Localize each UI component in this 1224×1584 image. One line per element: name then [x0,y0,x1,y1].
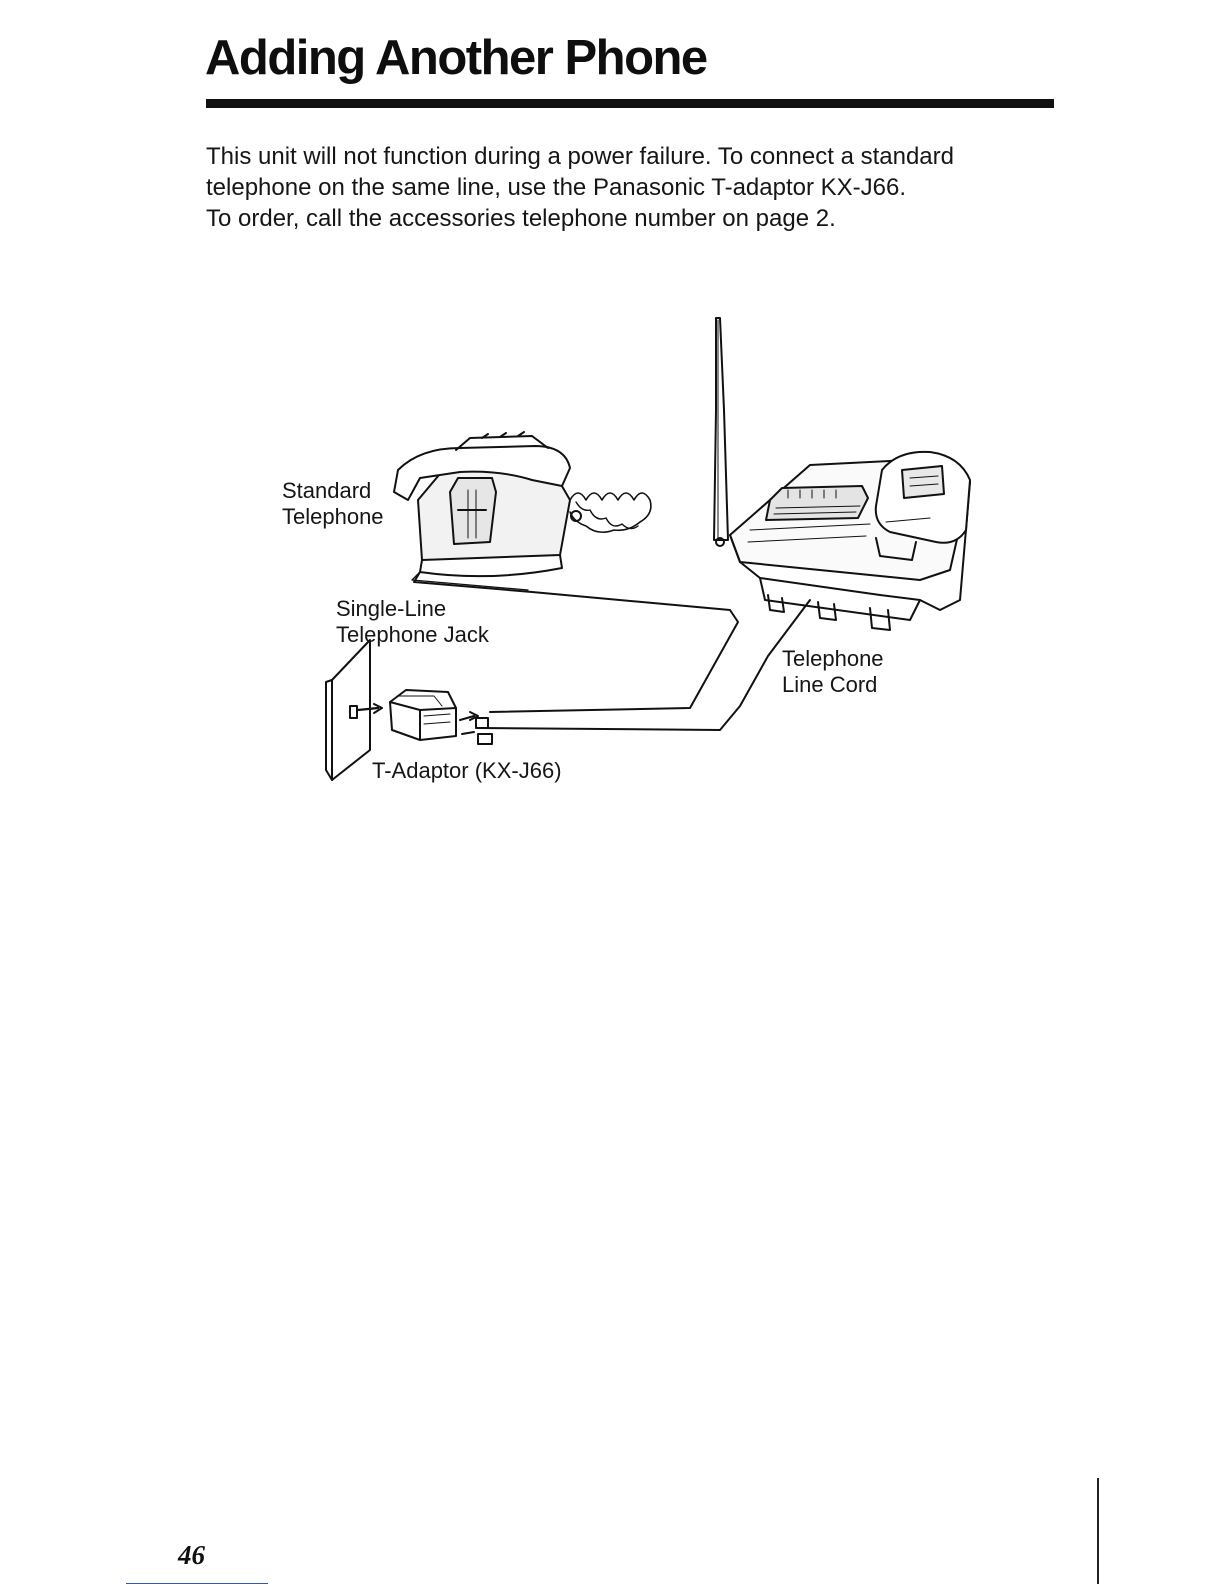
connection-illustration [270,310,1030,810]
label-t-adaptor: T-Adaptor (KX-J66) [372,758,562,783]
label-standard-telephone: Standard Telephone [282,478,384,529]
connection-diagram [270,310,1030,810]
t-adaptor-icon [390,690,492,744]
intro-line: telephone on the same line, use the Panasonic T-adaptor KX-J66. [206,174,907,201]
label-single-line-jack: Single-Line Telephone Jack [336,596,489,647]
intro-line: To order, call the accessories telephone number on page 2. [206,205,836,232]
margin-mark [1097,1478,1099,1584]
intro-line: This unit will not function during a power failure. To connect a standard [206,143,954,170]
standard-telephone-icon [394,432,738,712]
intro-paragraph [206,141,1066,234]
page-title: Adding Another Phone [205,31,707,85]
label-line-cord: Telephone Line Cord [782,646,884,697]
page-number: 46 [178,1540,205,1570]
title-rule [206,99,1054,108]
